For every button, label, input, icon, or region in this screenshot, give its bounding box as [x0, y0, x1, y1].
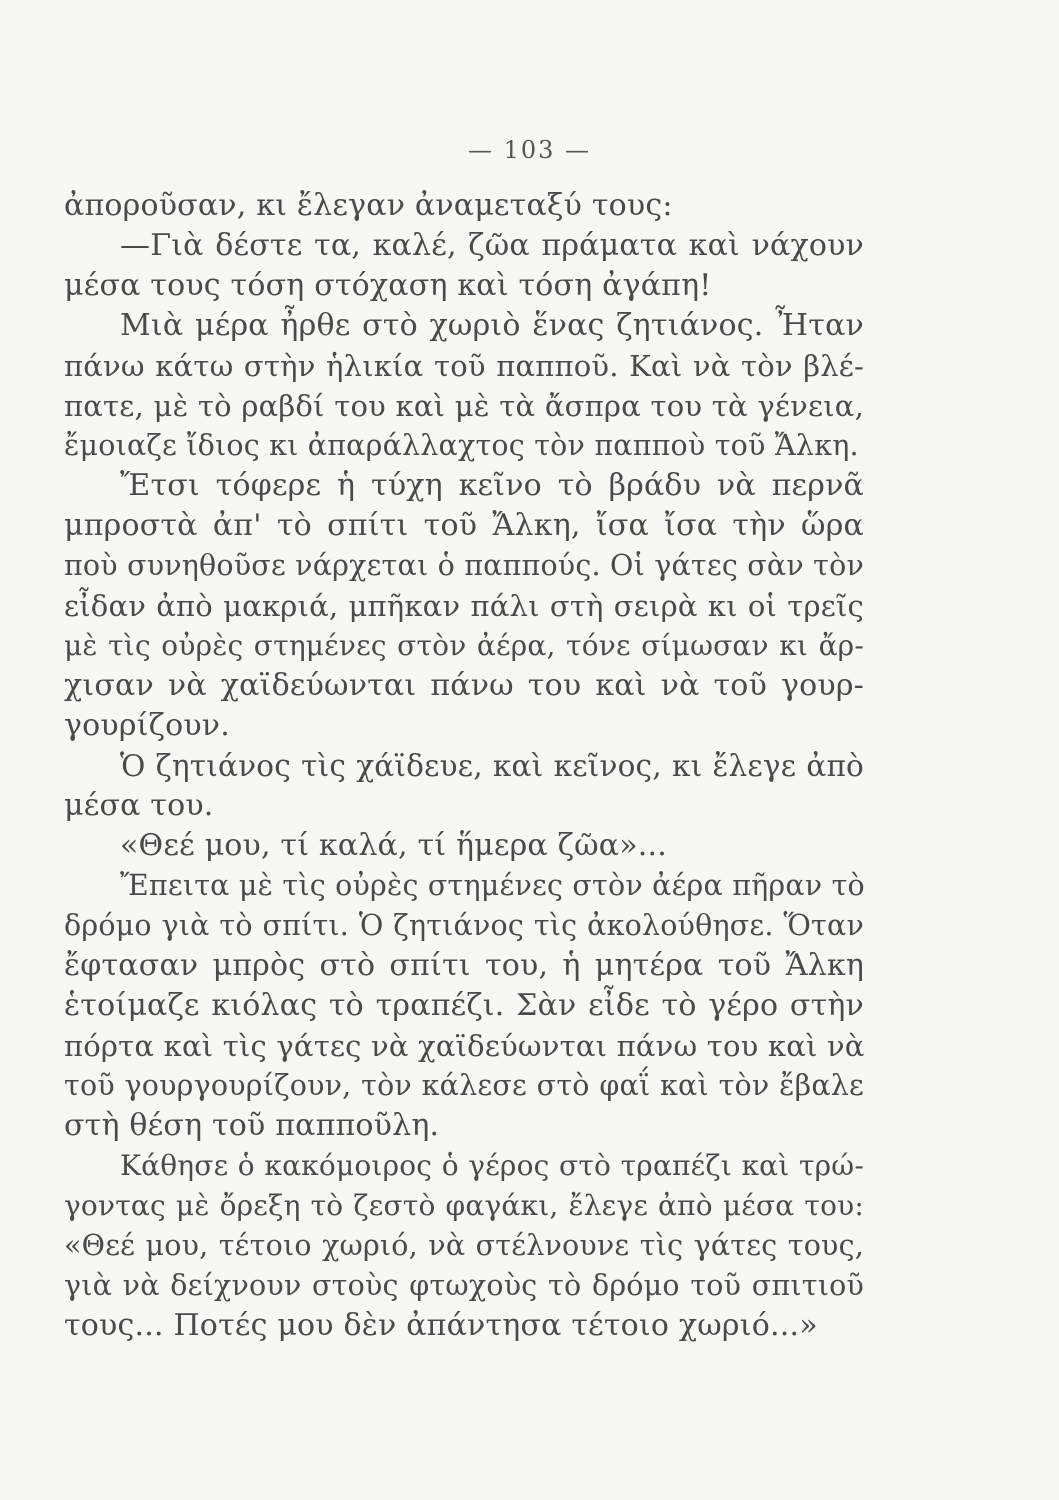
text-line: ἀποροῦσαν, κι ἔλεγαν ἀναμεταξύ τους:: [64, 188, 673, 223]
text-line: ἔμοιαζε ἴδιος κι ἀπαράλλαχτος τὸν παπποὺ τοῦ Ἄλκη.: [64, 429, 859, 462]
text-line: μέσα τους τόση στόχαση καὶ τόση ἀγάπη!: [64, 268, 712, 303]
page-number: — 103 —: [467, 136, 592, 164]
text-line: γοντας μὲ ὄρεξη τὸ ζεστὸ φαγάκι, ἔλεγε ἀπὸ μέσα του:: [64, 1189, 864, 1222]
text-line: «Θεέ μου, τέτοιο χωριό, νὰ στέλνουνε τὶς γάτες τους,: [64, 1229, 864, 1262]
text-line: μέσα του.: [64, 788, 214, 823]
text-line: πατε, μὲ τὸ ραβδί του καὶ μὲ τὰ ἄσπρα του τὰ γένεια,: [64, 389, 864, 423]
text-line: μπροστὰ ἀπ' τὸ σπίτι τοῦ Ἄλκη, ἴσα ἴσα τὴν ὥρα: [64, 508, 864, 543]
text-line: Ὁ ζητιάνος τὶς χάϊδευε, καὶ κεῖνος, κι ἔλεγε ἀπὸ: [120, 749, 864, 783]
text-line: ποὺ συνηθοῦσε νάρχεται ὁ παππούς. Οἱ γάτες σὰν τὸν: [64, 549, 864, 582]
text-line: μὲ τὶς οὐρὲς στημένες στὸν ἀέρα, τόνε σίμωσαν κι ἄρ-: [64, 629, 864, 662]
text-line: στὴ θέση τοῦ παπποῦλη.: [64, 1108, 440, 1143]
text-line: ἔφτασαν μπρὸς στὸ σπίτι του, ἡ μητέρα τοῦ Ἄλκη: [64, 948, 864, 983]
text-line: ἑτοίμαζε κιόλας τὸ τραπέζι. Σὰν εἶδε τὸ γέρο στὴν: [64, 988, 864, 1023]
text-line: τοῦ γουργουρίζουν, τὸν κάλεσε στὸ φαΐ καὶ τὸν ἔβαλε: [64, 1069, 864, 1102]
text-line: Μιὰ μέρα ἦρθε στὸ χωριὸ ἕνας ζητιάνος. Ἦταν: [120, 308, 864, 343]
text-line: πόρτα καὶ τὶς γάτες νὰ χαϊδεύωνται πάνω του καὶ νὰ: [64, 1029, 865, 1063]
text-line: γουρίζουν.: [64, 708, 230, 743]
text-line: τους... Ποτές μου δὲν ἀπάντησα τέτοιο χωριό...»: [64, 1308, 818, 1343]
text-line: «Θεέ μου, τί καλά, τί ἥμερα ζῶα»...: [120, 828, 667, 863]
text-line: χισαν νὰ χαϊδεύωνται πάνω του καὶ νὰ τοῦ γουρ-: [64, 668, 864, 703]
text-line: Ἔτσι τόφερε ἡ τύχη κεῖνο τὸ βράδυ νὰ περνᾶ: [120, 468, 864, 503]
body-text: [64, 186, 864, 1346]
text-line: δρόμο γιὰ τὸ σπίτι. Ὁ ζητιάνος τὶς ἀκολούθησε. Ὅταν: [64, 909, 864, 942]
text-line: Κάθησε ὁ κακόμοιρος ὁ γέρος στὸ τραπέζι καὶ τρώ-: [120, 1149, 864, 1182]
text-line: Ἔπειτα μὲ τὶς οὐρὲς στημένες στὸν ἀέρα πῆραν τὸ: [120, 869, 865, 902]
text-line: εἶδαν ἀπὸ μακριά, μπῆκαν πάλι στὴ σειρὰ κι οἱ τρεῖς: [64, 589, 864, 623]
text-line: πάνω κάτω στὴν ἡλικία τοῦ παπποῦ. Καὶ νὰ τὸν βλέ-: [64, 349, 864, 383]
text-line: γιὰ νὰ δείχνουν στοὺς φτωχοὺς τὸ δρόμο τοῦ σπιτιοῦ: [64, 1269, 864, 1302]
text-line: —Γιὰ δέστε τα, καλέ, ζῶα πράματα καὶ νάχουν: [120, 228, 864, 263]
